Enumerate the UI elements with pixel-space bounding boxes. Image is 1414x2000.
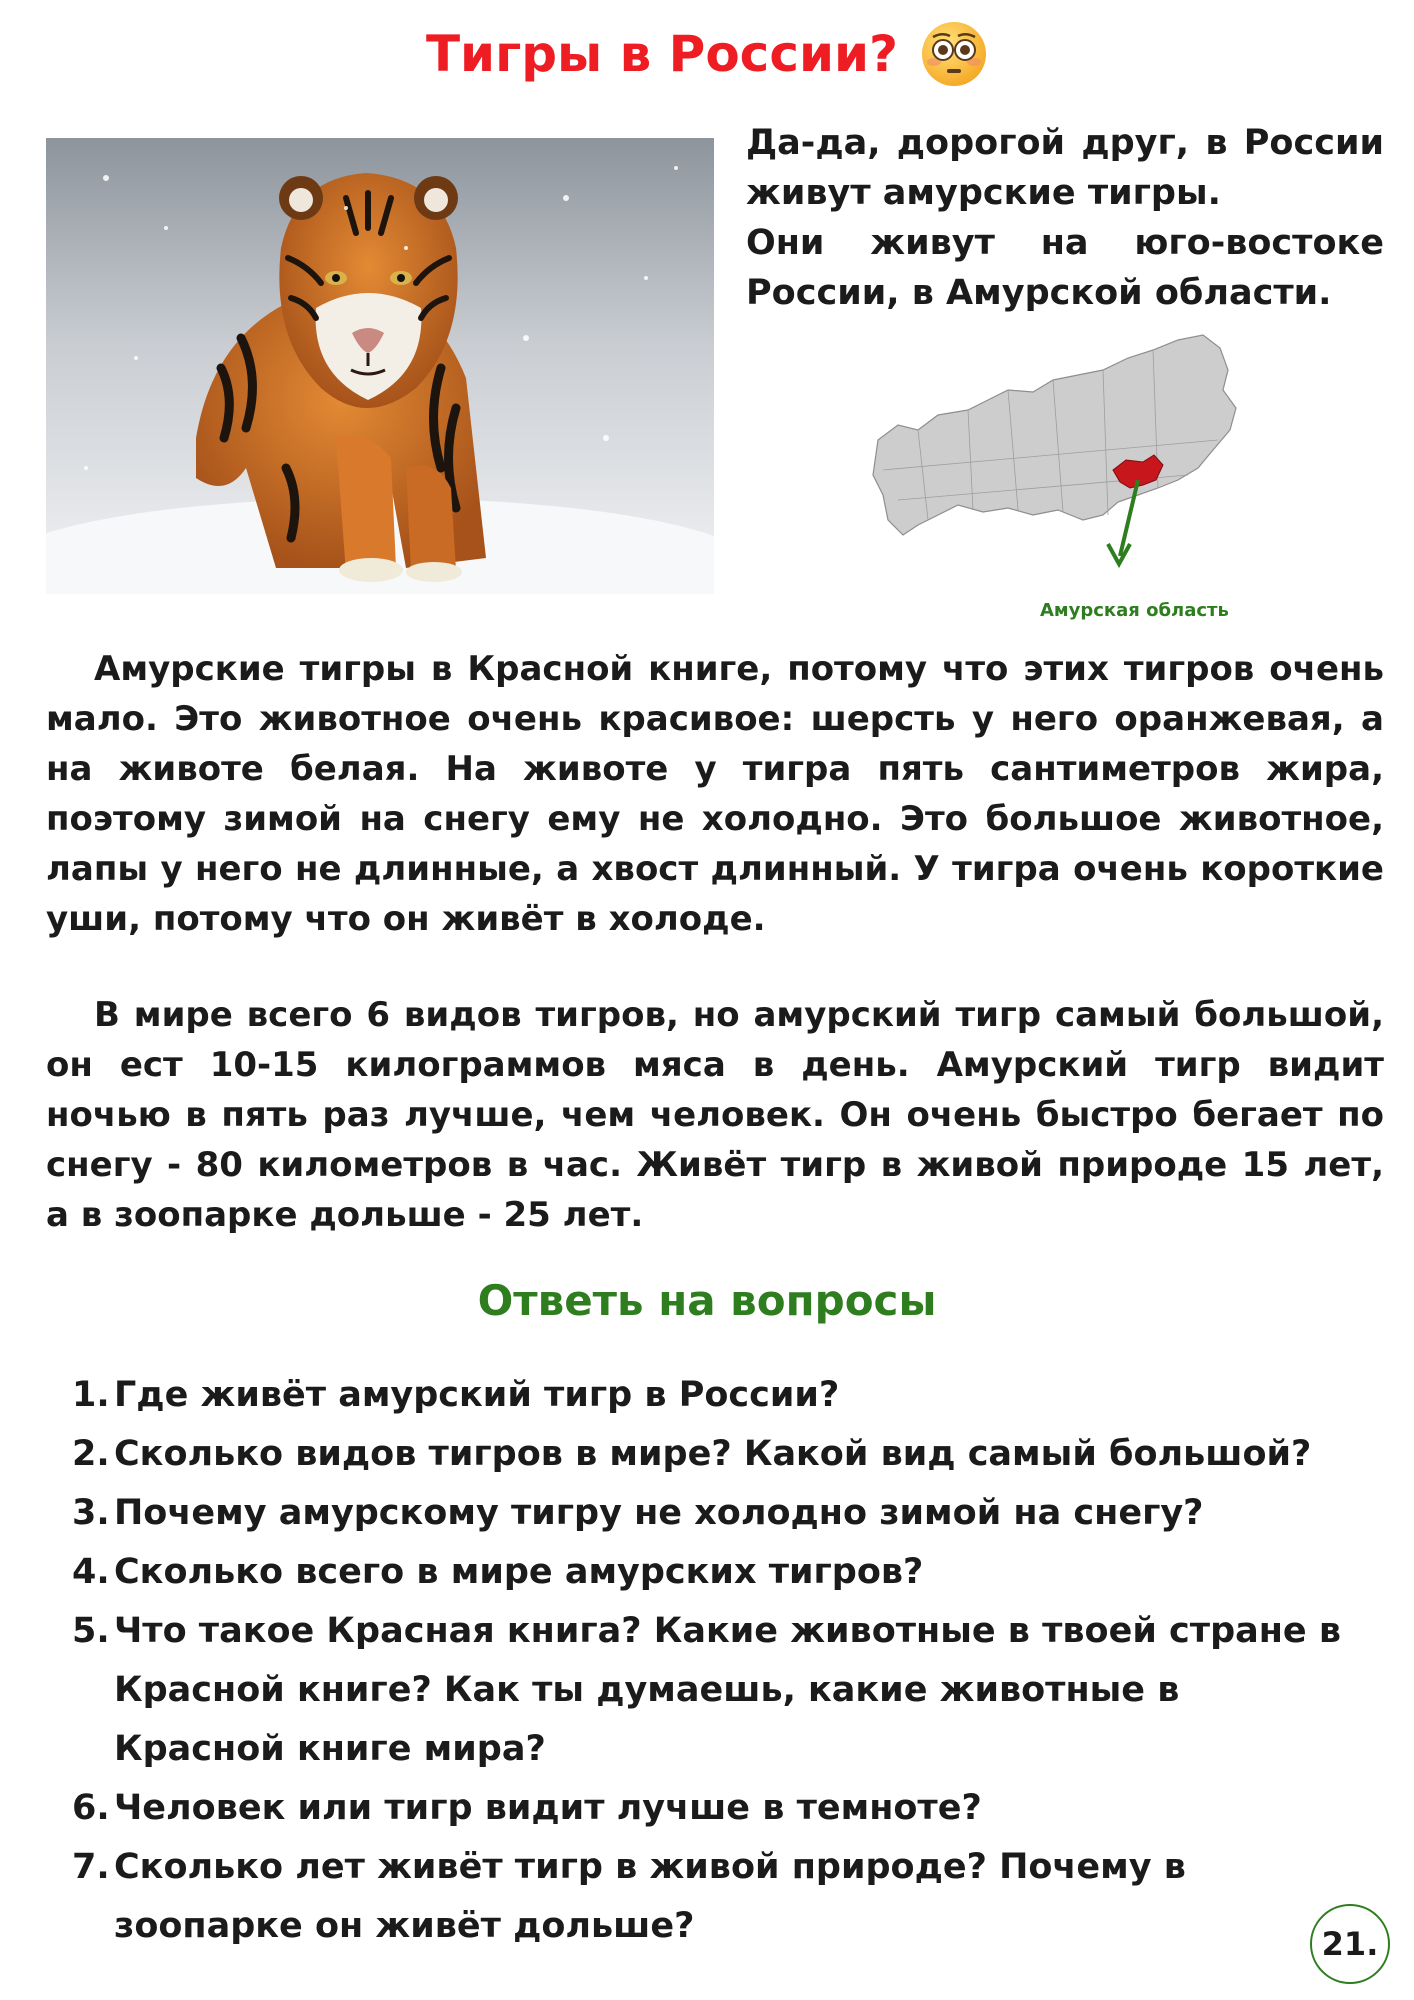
page-title-row [0,14,1414,94]
question-number: 6. [72,1788,110,1828]
list-item [72,1838,1352,1956]
list-item [72,1543,1352,1602]
question-number: 7. [72,1847,110,1887]
flushed-face-icon [920,20,988,88]
russia-map [858,330,1258,630]
question-number: 2. [72,1434,110,1474]
page-title: Тигры в России? [425,25,899,83]
list-item [72,1779,1352,1838]
question-text: Что такое Красная книга? Какие животные в твоей стране в Красной книге? Как ты думаешь, какие животные в Красной книге мира? [114,1611,1341,1769]
tiger-photo [46,138,714,594]
question-text: Сколько видов тигров в мире? Какой вид самый большой? [114,1434,1312,1474]
intro-line-1: Да-да, дорогой друг, в России живут амурские тигры. [746,123,1384,213]
question-text: Почему амурскому тигру не холодно зимой на снегу? [114,1493,1204,1533]
question-text: Где живёт амурский тигр в России? [114,1375,840,1415]
question-text: Сколько всего в мире амурских тигров? [114,1552,924,1592]
question-number: 1. [72,1375,110,1415]
question-number: 5. [72,1611,110,1651]
list-item [72,1602,1352,1779]
paragraph-facts: В мире всего 6 видов тигров, но амурский тигр самый большой, он ест 10-15 килограммов мяса в день. Амурский тигр видит ночью в пять раз лучше, чем человек. Он очень быстро бегает по снегу - 80 километров в час. Живёт тигр в живой природе 15 лет, а в зоопарке дольше - 25 лет. [46,995,1384,1235]
question-text: Человек или тигр видит лучше в темноте? [114,1788,982,1828]
question-number: 3. [72,1493,110,1533]
question-text: Сколько лет живёт тигр в живой природе? Почему в зоопарке он живёт дольше? [114,1847,1186,1946]
paragraph-red-book: Амурские тигры в Красной книге, потому что этих тигров очень мало. Это животное очень красивое: шерсть у него оранжевая, а на животе белая. На животе у тигра пять сантиметров жира, поэтому зимой на снегу ему не холодно. Это большое животное, лапы у него не длинные, а хвост длинный. У тигра очень короткие уши, потому что он живёт в холоде. [46,649,1384,939]
question-number: 4. [72,1552,110,1592]
list-item [72,1425,1352,1484]
list-item [72,1366,1352,1425]
page-number: 21. [1310,1904,1390,1984]
list-item [72,1484,1352,1543]
intro-line-2: Они живут на юго-востоке России, в Амурской области. [746,223,1384,313]
questions-list [72,1366,1352,1956]
intro-text [746,118,1384,318]
map-label: Амурская область [1040,600,1229,621]
questions-title: Ответь на вопросы [477,1276,937,1325]
